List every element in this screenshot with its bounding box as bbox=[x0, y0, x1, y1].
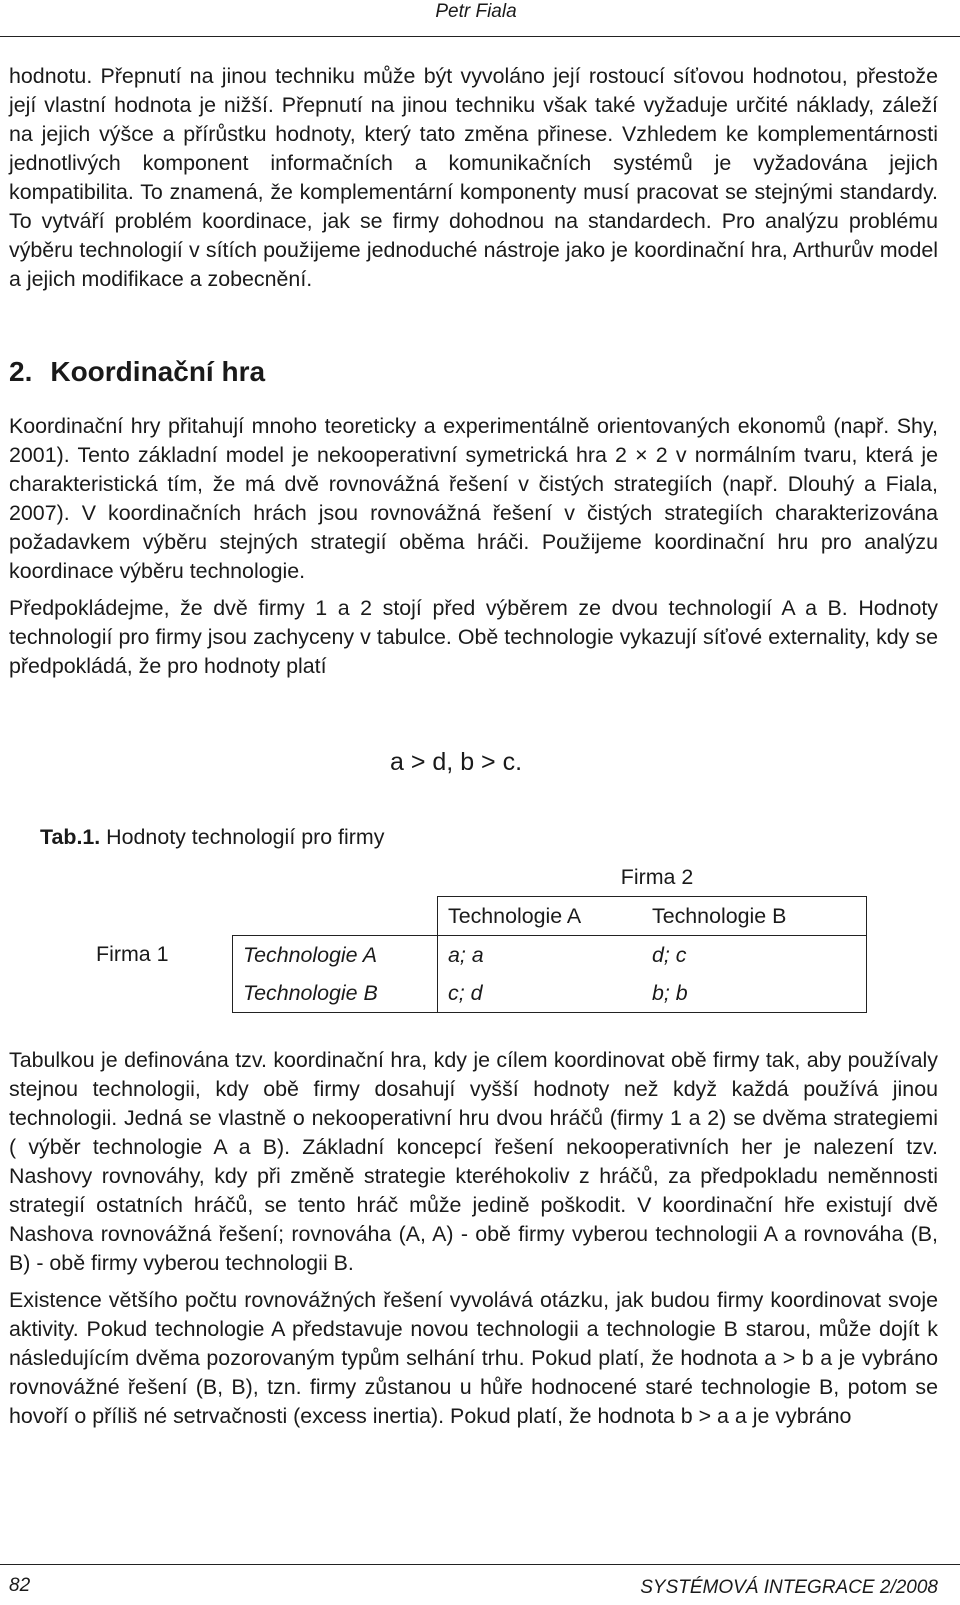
section-number: 2. bbox=[9, 356, 33, 387]
row-group-label: Firma 1 bbox=[96, 942, 169, 967]
row-header: Technologie B bbox=[233, 974, 438, 1013]
col-header: Technologie B bbox=[642, 897, 867, 936]
caption-label: Tab.1. bbox=[40, 825, 101, 849]
paragraph: Tabulkou je definována tzv. koordinační hra, kdy je cílem koordinovat obě firmy tak, aby používaly stejnou technologii, kdy obě firmy dosahují vyšší hodnoty než když každá používá jinou technologii. Jedná se vlastně o nekooperativní hru dvou hráčů (firmy 1 a 2) se dvěma strategiemi ( výběr technologie A a B). Základní koncepcí řešení nekooperativních her je nalezení tzv. Nashovy rovnováhy, kdy při změně strategie kteréhokoliv z hráčů, za předpokladu neměnnosti strategií ostatních hráčů, se tento hráč může jedině poškodit. V koordinační hře existují dvě Nashova rovnovážná řešení; rovnováha (A, A) - obě firmy vyberou technologii A a rovnováha (B, B) - obě firmy vyberou technologii B. bbox=[9, 1048, 938, 1275]
table-cell: d; c bbox=[642, 936, 867, 975]
table-cell: a; a bbox=[438, 936, 643, 975]
table-cell: c; d bbox=[438, 974, 643, 1013]
table-caption bbox=[40, 825, 384, 850]
payoff-table bbox=[86, 858, 867, 1013]
header-author: Petr Fiala bbox=[435, 1, 517, 22]
journal-name: SYSTÉMOVÁ INTEGRACE 2/2008 bbox=[640, 1577, 938, 1598]
row-header: Technologie A bbox=[233, 936, 438, 975]
section-body bbox=[9, 412, 938, 681]
page-number: 82 bbox=[9, 1575, 31, 1596]
intro-paragraph: hodnotu. Přepnutí na jinou techniku může být vyvoláno její rostoucí síťovou hodnotou, přestože její vlastní hodnota je nižší. Přepnutí na jinou techniku však také vyžaduje určité náklady, záleží na jejich výšce a přírůstku hodnoty, který tato změna přinese. Vzhledem ke komplementárnosti jednotlivých komponent informačních a komunikačních systémů je vyžadována jejich kompatibilita. To znamená, že komplementární komponenty musí pracovat se stejnými standardy. To vytváří problém koordinace, jak se firmy dohodnou na standardech. Pro analýzu problému výběru technologií v sítích použijeme jednoduché nástroje jako je koordinační hra, Arthurův model a jejich modifikace a zobecnění. bbox=[9, 64, 938, 291]
col-header: Technologie A bbox=[438, 897, 643, 936]
paragraph: Koordinační hry přitahují mnoho teoreticky a experimentálně orientovaných ekonomů (např. Shy, 2001). Tento základní model je nekooperativní symetrická hra 2 × 2 v normálním tvaru, která je charakteristická tím, že má dvě rovnovážná řešení v čistých strategiích (např. Dlouhý a Fiala, 2007). V koordinačních hrách jsou rovnovážná řešení v čistých strategiích charakterizována požadavkem výběru stejných strategií oběma hráči. Použijeme koordinační hru pro analýzu koordinace výběru technologie. bbox=[9, 414, 938, 583]
page-footer bbox=[0, 1564, 960, 1605]
paragraph: Předpokládejme, že dvě firmy 1 a 2 stojí před výběrem ze dvou technologií A a B. Hodnoty technologií pro firmy jsou zachyceny v tabulce. Obě technologie vykazují síťové externality, kdy se předpokládá, že pro hodnoty platí bbox=[9, 596, 938, 678]
table-cell: b; b bbox=[642, 974, 867, 1013]
section-title: Koordinační hra bbox=[50, 356, 266, 387]
section-heading bbox=[9, 356, 265, 388]
discussion-block bbox=[9, 1046, 938, 1431]
intro-block bbox=[9, 62, 938, 294]
inequality-formula: a > d, b > c. bbox=[390, 748, 523, 776]
running-header bbox=[0, 0, 960, 37]
col-group-label: Firma 2 bbox=[620, 864, 694, 889]
caption-text: Hodnoty technologií pro firmy bbox=[100, 825, 385, 849]
paragraph: Existence většího počtu rovnovážných řešení vyvolává otázku, jak budou firmy koordinovat svoje aktivity. Pokud technologie A představuje novou technologii a technologie B starou, může dojít k následujícím dvěma pozorovaným typům selhání trhu. Pokud platí, že hodnota a > b a je vybráno rovnovážné řešení (B, B), tzn. firmy zůstanou u hůře hodnocené staré technologie B, potom se hovoří o příliš né setrvačnosti (excess inertia). Pokud platí, že hodnota b > a a je vybráno bbox=[9, 1288, 938, 1428]
